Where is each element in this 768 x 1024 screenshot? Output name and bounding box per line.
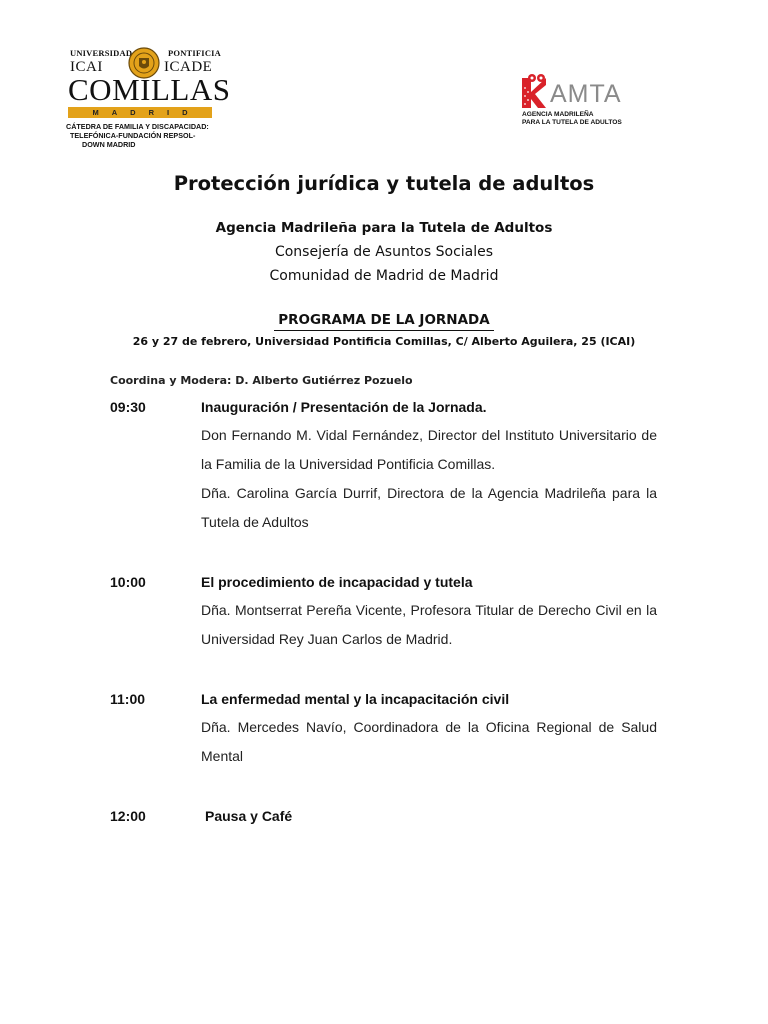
logo-text-madrid: MADRID (92, 108, 201, 117)
session-time: 12:00 (110, 808, 146, 824)
event-dates-location: 26 y 27 de febrero, Universidad Pontificia Comillas, C/ Alberto Aguilera, 25 (ICAI) (132, 335, 636, 348)
session-time: 09:30 (110, 399, 146, 415)
catedra-line-1: CÁTEDRA DE FAMILIA Y DISCAPACIDAD: (66, 122, 209, 131)
logo-text-pontificia: PONTIFICIA (168, 48, 222, 58)
session-title: Inauguración / Presentación de la Jornada. (201, 399, 487, 415)
session-title: El procedimiento de incapacidad y tutela (201, 574, 473, 590)
catedra-line-2: TELEFÓNICA-FUNDACIÓN REPSOL- (70, 131, 196, 140)
logo-text-universidad: UNIVERSIDAD (70, 48, 133, 58)
session-title: La enfermedad mental y la incapacitación civil (201, 691, 510, 707)
speaker-entry: Dña. Montserrat Pereña Vicente, Profesora Titular de Derecho Civil en la Universidad Rey Juan Carlos de Madrid. (201, 602, 657, 647)
amta-subtitle (522, 111, 622, 127)
logo-text-icade: ICADE (164, 59, 213, 75)
comillas-logo (66, 44, 231, 154)
session-time: 10:00 (110, 574, 146, 590)
amta-emblem-icon (520, 72, 548, 110)
amta-wordmark: AMTA (550, 80, 622, 108)
logo-text-icai: ICAI (70, 59, 103, 75)
speaker-entry: Don Fernando M. Vidal Fernández, Director del Instituto Universitario de la Familia de la Universidad Pontificia Comillas. (201, 427, 657, 472)
catedra-text (66, 122, 226, 149)
logo-gold-bar (68, 107, 212, 118)
session-speakers (201, 421, 657, 537)
agency-name: Agencia Madrileña para la Tutela de Adultos (215, 220, 553, 236)
amta-subtitle-line-1: AGENCIA MADRILEÑA (522, 111, 594, 118)
program-heading (0, 312, 768, 328)
session-speakers (201, 713, 657, 771)
speaker-entry: Dña. Carolina García Durrif, Directora de la Agencia Madrileña para la Tutela de Adultos (201, 485, 657, 530)
catedra-line-3: DOWN MADRID (82, 140, 136, 149)
amta-subtitle-line-2: PARA LA TUTELA DE ADULTOS (522, 119, 622, 126)
session-title: Pausa y Café (205, 808, 293, 824)
department-name: Consejería de Asuntos Sociales (274, 244, 494, 260)
session-time: 11:00 (110, 691, 146, 707)
coordinator-line: Coordina y Modera: D. Alberto Gutiérrez Pozuelo (110, 374, 413, 387)
amta-logo (520, 72, 640, 132)
logo-text-comillas: COMILLAS (68, 72, 231, 107)
region-name: Comunidad de Madrid de Madrid (269, 268, 499, 284)
session-speakers (201, 596, 657, 654)
program-heading-text: PROGRAMA DE LA JORNADA (274, 312, 493, 331)
document-title: Protección jurídica y tutela de adultos (173, 172, 595, 195)
speaker-entry: Dña. Mercedes Navío, Coordinadora de la Oficina Regional de Salud Mental (201, 719, 657, 764)
